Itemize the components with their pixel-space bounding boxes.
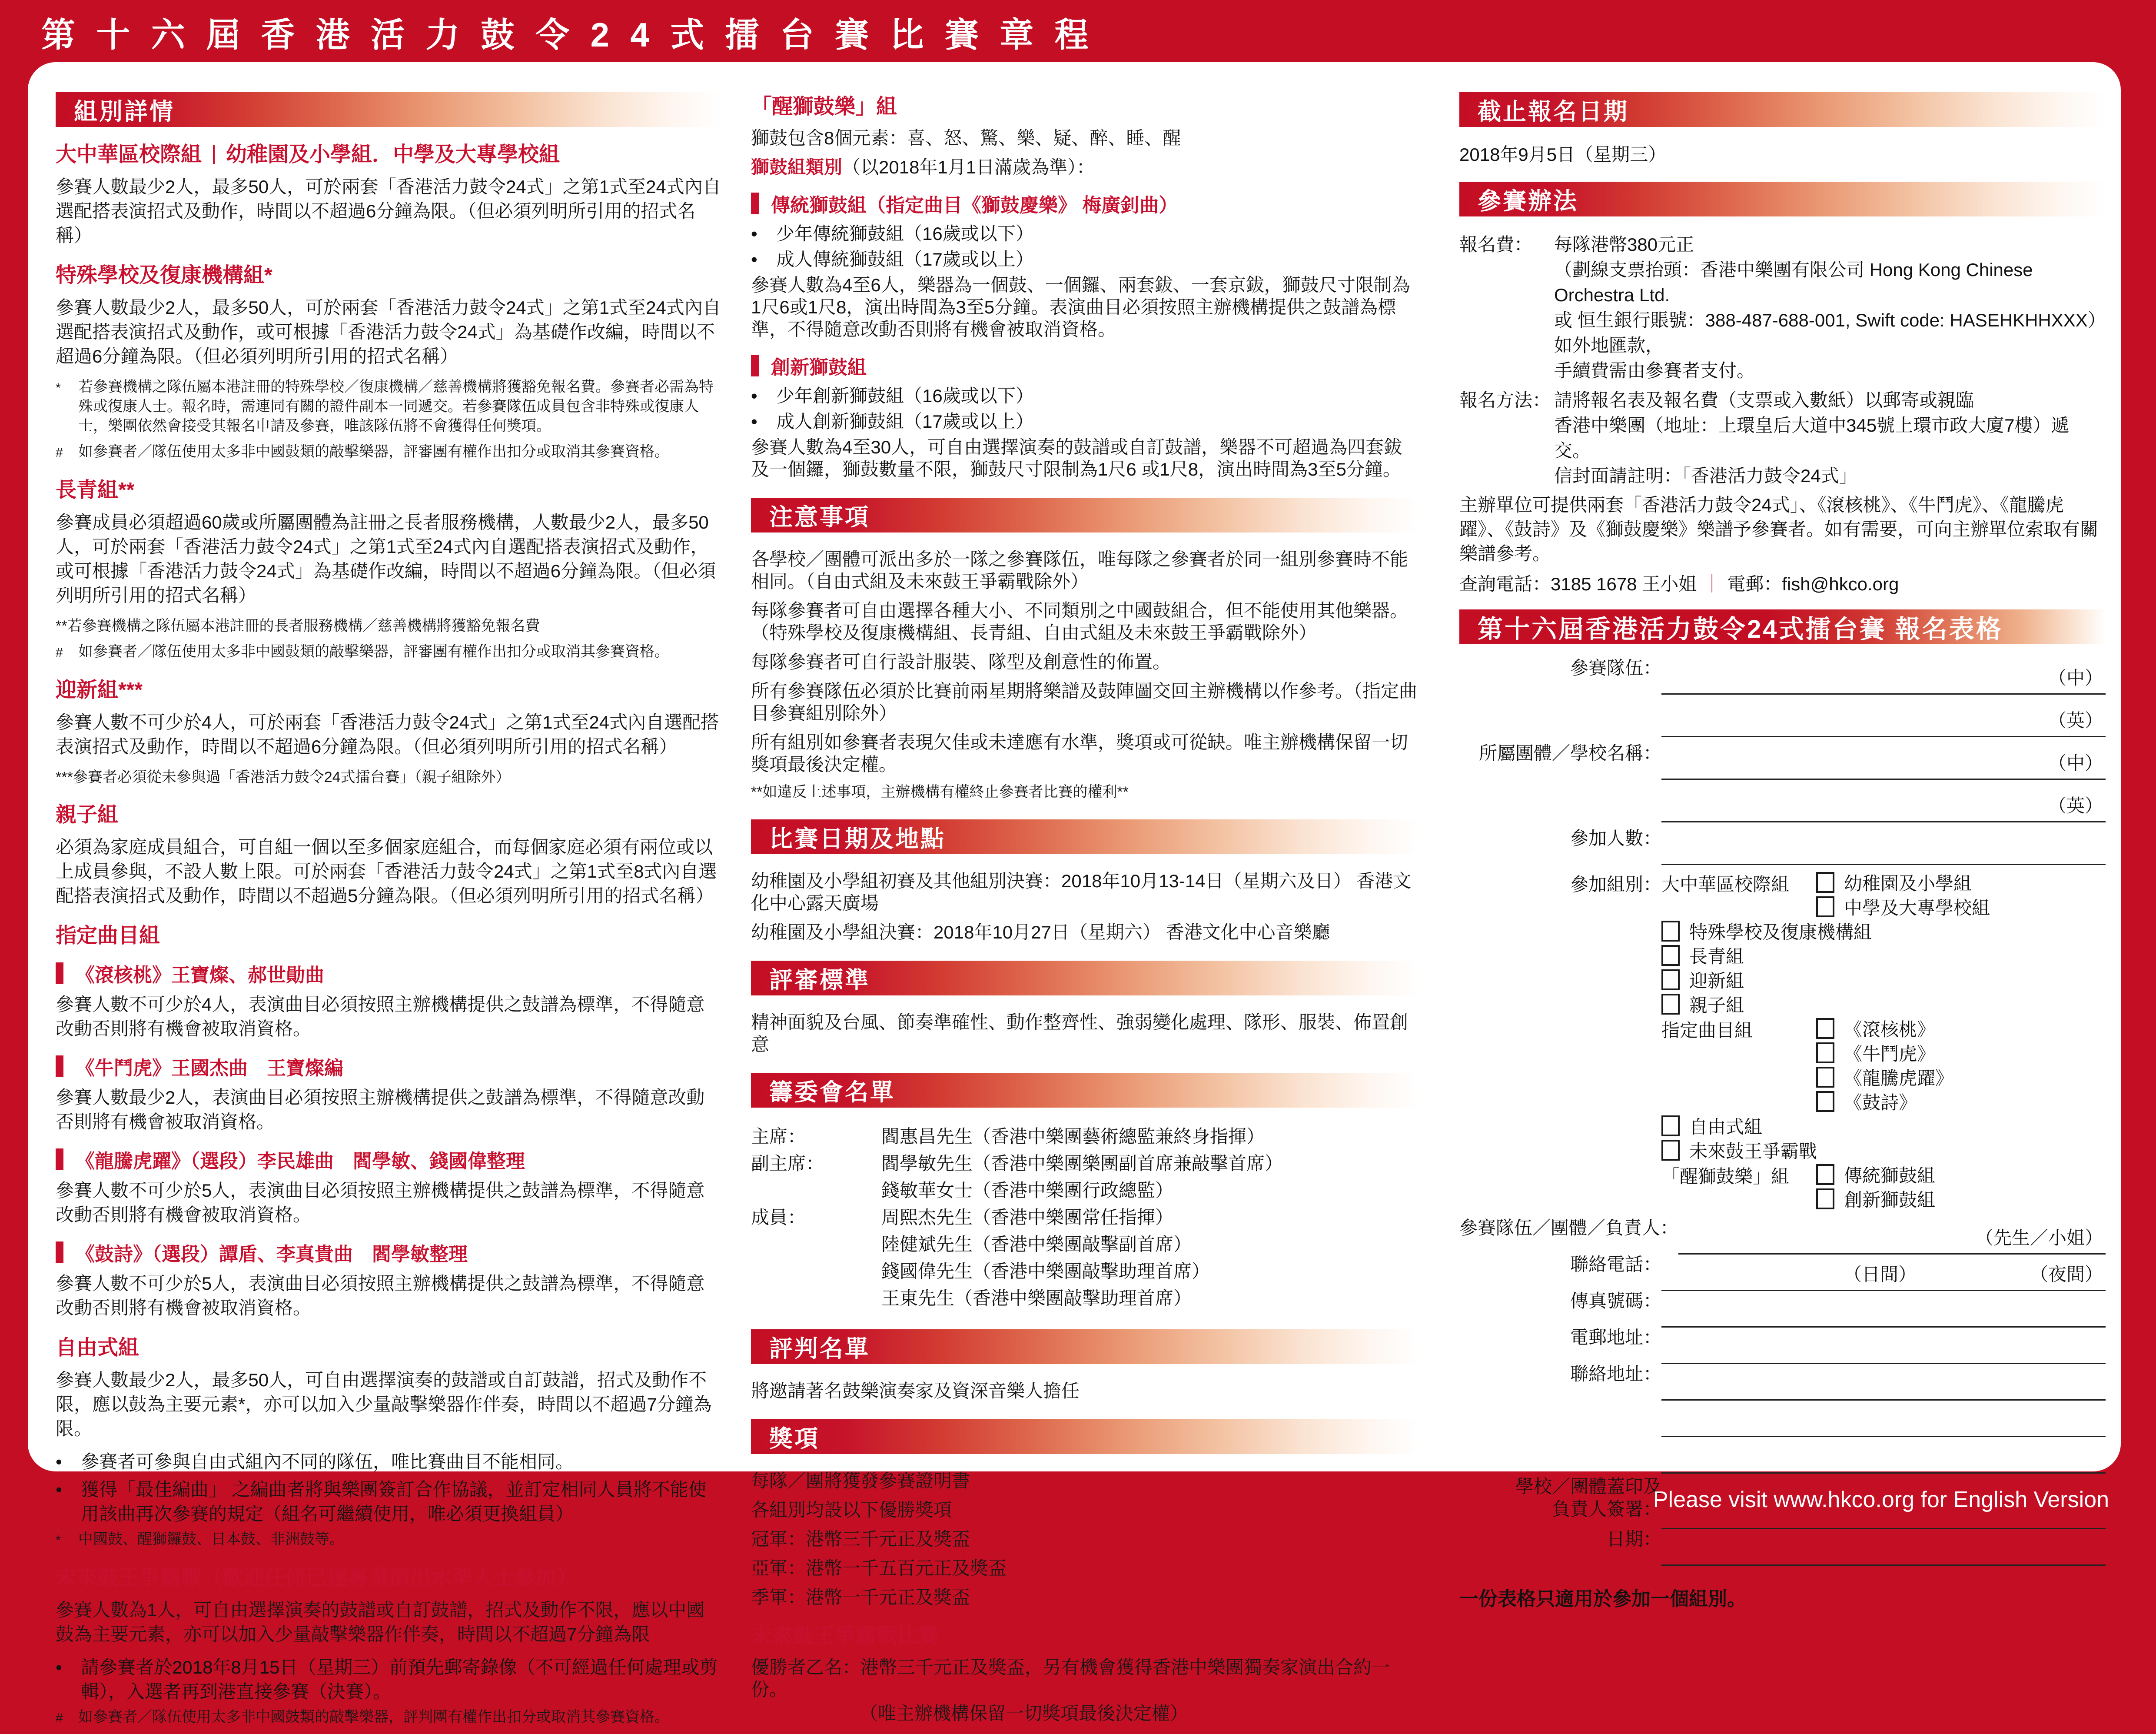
song-heading-2: 《牛鬥虎》王國杰曲 王寶燦編 [56,1052,721,1080]
song-heading-4: 《鼓詩》（選段）譚盾、李真貴曲 閻學敏整理 [56,1238,721,1266]
checkbox-icon[interactable] [1661,921,1680,942]
award-winner-line: 優勝者乙名：港幣三千元正及獎盃，另有機會獲得香港中樂團獨奏家演出合約一份。 [751,1657,1390,1700]
signature-label: 學校／團體蓋印及 負責人簽署： [1515,1476,1661,1519]
form-row-person-in-charge [1459,1212,2106,1255]
group-set-pieces-label: 指定曲目組 [1661,1020,1753,1041]
fee-label: 報名費： [1459,234,1533,255]
apply-block: 報名方法： 請將報名表及報名費（支票或入數紙）以郵寄或親臨 香港中樂團（地址：上環皇后大道中345號上環市政大廈7樓）遞交。 信封面請註明：「香港活力鼓令24式」 [1459,388,2106,489]
footnote: * 若參賽機構之隊伍屬本港註冊的特殊學校／復康機構／慈善機構將獲豁免報名費。參賽者必需為特殊或復康人士。報名時，需連同有關的證件副本一同遞交。若參賽隊伍成員包含非特殊或復康人士，樂團依然會接受其報名申請及參賽，唯該隊伍將不會獲得任何獎項。 [56,377,721,436]
phone-label: 聯絡電話： [1570,1254,1661,1275]
team-label: 參賽隊伍： [1570,658,1661,678]
red-bar-icon [56,962,63,984]
person-in-charge-label: 參賽隊伍／團體／負責人： [1459,1218,1679,1238]
cb-row [1459,1017,2106,1042]
bullet-item: • 成人創新獅鼓組（17歲或以上） [751,411,1034,432]
banner-committee: 籌委會名單 [751,1073,1419,1108]
checkbox-icon[interactable] [1661,969,1680,990]
song-heading-3: 《龍騰虎躍》（選段）李民雄曲 閻學敏、錢國偉整理 [56,1145,721,1173]
score-provision: 主辦單位可提供兩套「香港活力鼓令24式」、《滾核桃》、《牛鬥虎》、《龍騰虎躍》、《鼓詩》及《獅鼓慶樂》樂譜予參賽者。如有需要，可向主辦單位索取有關樂譜參考。 [1459,495,2099,564]
form-row-phone [1459,1255,2106,1291]
phone-field[interactable] [1661,1255,2106,1291]
footnote: * 中國鼓、醒獅鑼鼓、日本鼓、非洲鼓等。 [56,1530,721,1550]
checkbox-icon[interactable] [1661,1115,1680,1136]
committee-row: 成員： 周熙杰先生（香港中樂團常任指揮） [751,1207,1174,1228]
heading-trad-lion-drum: 傳統獅鼓組（指定曲目《獅鼓慶樂》 梅廣釗曲） [751,190,1419,217]
form-row-address-1 [1459,1364,2106,1401]
banner-date-venue: 比賽日期及地點 [751,819,1419,854]
count-label: 參加人數： [1570,828,1661,849]
heading-future-drum-king: 未來鼓王爭霸戰（歡迎任何已達專業演出水準人士參加） [56,1566,578,1589]
email-label: 電郵地址： [1570,1327,1661,1348]
form-row-count [1459,822,2106,865]
heading-evergreen: 長青組** [56,479,135,502]
footnote: # 如參賽者／隊伍使用太多非中國鼓類的敲擊樂器，評審團有權作出扣分或取消其參賽資格。 [56,642,721,662]
paragraph: 參賽人數最少2人，表演曲目必須按照主辦機構提供之鼓譜為標準，不得隨意改動否則將有機會被取消資格。 [56,1087,705,1132]
checkbox-song-niudouhu[interactable]: 《牛鬥虎》 [1816,1040,1935,1066]
banner-group-details [56,92,721,127]
committee-row: 陸健斌先生（香港中樂團敲擊副首席） [881,1234,1192,1255]
red-bar-icon [751,355,759,376]
participant-count-field[interactable] [1661,822,2106,865]
paragraph: 參賽人數為4至30人，可自由選擇演奏的鼓譜或自訂鼓譜，樂器不可超過為四套鈸及一個鑼，獅鼓數量不限，獅鼓尺寸限制為1尺6 或1尺8，演出時間為3至5分鐘。 [751,437,1402,479]
team-name-zh-field[interactable] [1661,652,2106,695]
heading-family: 親子組 [56,803,119,826]
checkbox-icon[interactable] [1816,1091,1834,1112]
heading-special-schools: 特殊學校及復康機構組* [56,264,272,287]
column-registration [1459,92,2106,1611]
footnote: ***參賽者必須從未參與過「香港活力鼓令24式擂台賽」（親子組除外） [56,769,511,785]
footnote-marker: * [56,1533,61,1548]
criteria-line: 精神面貌及台風、節奏準確性、動作整齊性、強弱變化處理、隊形、服裝、佈置創意 [751,1012,1409,1055]
bullet-icon: • [56,1451,62,1472]
checkbox-newcomer[interactable]: 迎新組 [1661,967,1744,993]
checkbox-secondary-tertiary[interactable]: 中學及大專學校組 [1816,894,1990,920]
page-title: 第十六屆香港活力鼓令24式擂台賽比賽章程 [41,16,1110,54]
footnote: **若參賽機構之隊伍屬本港註冊的長者服務機構／慈善機構將獲豁免報名費 [56,618,540,634]
date-line: 幼稚園及小學組初賽及其他組別決賽：2018年10月13-14日（星期六及日） 香港文化中心露天廣場 [751,871,1412,913]
note-paragraph: 所有組別如參賽者表現欠佳或未達應有水準，獎項或可從缺。唯主辦機構保留一切獎項最後決定權。 [751,732,1409,775]
form-row-fax [1459,1291,2106,1328]
checkbox-icon[interactable] [1816,896,1834,917]
paragraph: 參賽人數不可少於5人，表演曲目必須按照主辦機構提供之鼓譜為標準，不得隨意改動否則將有機會被取消資格。 [56,1180,705,1225]
song-heading-1: 《滾核桃》王寶燦、郝世勛曲 [56,959,721,987]
checkbox-lion-innovative[interactable]: 創新獅鼓組 [1816,1186,1935,1212]
banner-notes: 注意事項 [751,498,1419,533]
cb-row [1459,871,2106,895]
address-field-2[interactable] [1661,1401,2106,1437]
form-row-org-zh [1459,737,2106,780]
category-label: 獅鼓組類別 [751,157,843,177]
paragraph: 參賽人數為4至6人，樂器為一個鼓、一個鑼、兩套鈸、一套京鈸，獅鼓尺寸限制為1尺6或1尺8，演出時間為3至5分鐘。表演曲目必須按照主辦機構提供之鼓譜為標準，不得隨意改動否則將有機會被取消資格。 [751,275,1410,339]
heading-freestyle: 自由式組 [56,1336,140,1359]
bullet-icon: • [751,386,757,406]
checkbox-icon[interactable] [1816,1018,1834,1039]
heading-set-pieces: 指定曲目組 [56,924,160,947]
checkbox-icon[interactable] [1816,1067,1834,1088]
red-bar-icon [56,1055,63,1077]
checkbox-evergreen[interactable]: 長青組 [1661,942,1744,969]
checkbox-family[interactable]: 親子組 [1661,991,1744,1017]
form-row-address-2 [1459,1401,2106,1437]
committee-row: 副主席： 閻學敏先生（香港中樂團樂團副首席兼敲擊首席） [751,1153,1283,1174]
cb-row [1459,895,2106,920]
bullet-icon: • [751,249,757,270]
org-name-en-field[interactable] [1661,780,2106,822]
footnote-marker: # [56,446,63,460]
cb-row [1459,1042,2106,1066]
enquiry-line: 查詢電話：3185 1678 王小姐 ｜ 電郵：fish@hkco.org [1459,574,1899,594]
award-winner-note: （唯主辦機構保留一切獎項最後決定權） [860,1703,1189,1724]
footnote: **如違反上述事項，主辦機構有權終止參賽者比賽的權利** [751,784,1129,800]
checkbox-lion-traditional[interactable]: 傳統獅鼓組 [1816,1162,1935,1188]
bullet-item: • 少年傳統獅鼓組（16歲或以下） [751,223,1034,244]
footnote-marker: * [56,381,61,395]
heading-lion-drum: 「醒獅鼓樂」組 [751,95,897,118]
note-paragraph: 各學校／團體可派出多於一隊之參賽隊伍，唯每隊之參賽者於同一組別參賽時不能相同。（自由式組及未來鼓王爭霸戰除外） [751,549,1409,592]
address-field-1[interactable] [1661,1364,2106,1401]
paragraph: 參賽人數不可少於4人，表演曲目必須按照主辦機構提供之鼓譜為標準，不得隨意改動否則將有機會被取消資格。 [56,994,705,1039]
paragraph: 參賽人數不可少於4人，可於兩套「香港活力鼓令24式」之第1式至24式內自選配搭表演招式及動作，時間以不超過6分鐘為限。（但必須列明所引用的招式名稱） [56,712,719,757]
address-field-3[interactable] [1661,1437,2106,1474]
committee-row: 王東先生（香港中樂團敲擊助理首席） [881,1288,1192,1308]
cb-row [1459,1090,2106,1115]
committee-row: 錢國偉先生（香港中樂團敲擊助理首席） [881,1261,1210,1281]
heading-greater-china [56,143,721,167]
en-tag: （英） [2048,795,2103,816]
zh-tag: （中） [2048,753,2103,773]
address-label: 聯絡地址： [1570,1364,1661,1384]
night-tag: （夜間） [2030,1264,2103,1285]
checkbox-freestyle[interactable]: 自由式組 [1661,1113,1762,1139]
paragraph: 參賽成員必須超過60歲或所屬團體為註冊之長者服務機構，人數最少2人，最多50人，可於兩套「香港活力鼓令24式」之第1式至24式內自選配搭表演招式及動作，或可根據「香港活力鼓令24式」為基礎作改編，時間以不超過6分鐘為限。（但必須列明所引用的招式名稱） [56,512,716,606]
heading-sub: 幼稚園及小學組．中學及大專學校組 [226,143,560,166]
form-row-org-en [1459,780,2106,822]
date-label: 日期： [1606,1529,1661,1549]
category-selection [1459,871,2106,1212]
checkbox-icon[interactable] [1816,1164,1834,1185]
checkbox-special-schools[interactable]: 特殊學校及復康機構組 [1661,918,1872,944]
en-tag: （英） [2048,710,2103,731]
form-row-team-en [1459,695,2106,737]
checkbox-song-gunhetao[interactable]: 《滾核桃》 [1816,1015,1935,1042]
bullet-item: • 請參賽者於2018年8月15日（星期三）前預先郵寄錄像（不可經過任何處理或剪輯），入選者再到港直接參賽（決賽）。 [56,1655,721,1704]
paragraph: 獅鼓包含8個元素：喜、怒、驚、樂、疑、醉、睡、醒 [751,128,1181,148]
red-bar-icon [751,193,759,214]
award-line: 每隊／團將獲發參賽證明書 [751,1471,970,1491]
group-lion-drum-label: 「醒獅鼓樂」組 [1661,1166,1790,1187]
red-bar-icon [56,1241,63,1263]
cb-row [1459,1163,2106,1188]
cb-row [1459,1066,2106,1090]
cb-row [1459,944,2106,969]
paragraph: 參賽人數為1人，可自由選擇演奏的鼓譜或自訂鼓譜，招式及動作不限，應以中國鼓為主要元素，亦可以加入少量敲擊樂器作伴奏，時間以不超過7分鐘為限 [56,1600,705,1644]
award-line: 各組別均設以下優勝獎項 [751,1500,952,1520]
award-line: 冠軍：港幣三千元正及獎盃 [751,1529,970,1549]
form-row-email [1459,1328,2106,1364]
bullet-icon: • [56,1479,62,1500]
award-line: 季軍：港幣一千元正及獎盃 [751,1587,970,1608]
zh-tag: （中） [2048,668,2103,688]
checkbox-song-longtenghuyue[interactable]: 《龍騰虎躍》 [1816,1064,1953,1090]
bullet-item: • 獲得「最佳編曲」 之編曲者將與樂團簽訂合作協議，並訂定相同人員將不能使用該曲再次參賽的規定（組名可繼續使用，唯必須更換組員） [56,1478,721,1526]
checkbox-future-drum-king[interactable]: 未來鼓王爭霸戰 [1661,1137,1817,1163]
date-field[interactable] [1661,1529,2106,1566]
bullet-item: • 成人傳統獅鼓組（17歲或以上） [751,249,1034,270]
paragraph: 必須為家庭成員組合，可自組一個以至多個家庭組合，而每個家庭必須有兩位或以上成員參與，不設人數上限。可於兩套「香港活力鼓令24式」之第1式至8式內自選配搭表演招式及動作，時間以不超過5分鐘為限。（但必須列明所引用的招式名稱） [56,837,717,906]
bullet-item: • 參賽者可參與自由式組內不同的隊伍，唯比賽曲目不能相同。 [56,1450,721,1474]
heading-main: 大中華區校際組 [56,143,202,166]
bullet-icon: • [751,223,757,244]
bullet-icon: • [751,411,757,432]
form-note: 一份表格只適用於參加一個組別。 [1459,1588,1746,1610]
cb-row [1459,1115,2106,1139]
award-line: 亞軍：港幣一千五百元正及獎盃 [751,1558,1007,1578]
fax-label: 傳真號碼： [1570,1291,1661,1311]
cb-row [1459,993,2106,1017]
deadline-date: 2018年9月5日（星期三） [1459,144,1667,165]
heading-newcomer: 迎新組*** [56,679,143,702]
footnote-marker: # [56,646,63,660]
date-line: 幼稚園及小學組決賽：2018年10月27日（星期六） 香港文化中心音樂廳 [751,922,1330,942]
checkbox-song-gushi[interactable]: 《鼓詩》 [1816,1088,1917,1115]
team-name-en-field[interactable] [1661,695,2106,737]
person-in-charge-field[interactable] [1678,1212,2106,1255]
heading-future-king-contest: 未來鼓王爭霸戰比賽 [751,1624,939,1647]
day-tag: （日間） [1844,1264,1917,1285]
cb-row [1459,969,2106,993]
banner-deadline: 截止報名日期 [1459,92,2106,127]
form-row-address-3 [1459,1437,2106,1474]
note-paragraph: 所有參賽隊伍必須於比賽前兩星期將樂譜及鼓陣圖交回主辦機構以作參考。（指定曲目參賽組別除外） [751,681,1418,723]
paragraph: 參賽人數最少2人，最多50人，可於兩套「香港活力鼓令24式」之第1式至24式內自選配搭表演招式及動作，時間以不超過6分鐘為限。（但必須列明所引用的招式名稱） [56,176,721,246]
cb-row [1459,1188,2106,1212]
fee-block: 報名費： 每隊港幣380元正 （劃線支票抬頭：香港中樂團有限公司 Hong Kong Chinese Orchestra Ltd. 或 恒生銀行賬號：388-487-688-001, Swift code: HASEHKHHXXX）如外地匯款， 手續費需由參賽者支付。 [1459,232,2106,383]
checkbox-icon[interactable] [1661,994,1680,1015]
footnote: # 如參賽者／隊伍使用太多非中國鼓類的敲擊樂器，評審團有權作出扣分或取消其參賽資格。 [56,442,721,463]
bullet-item: • 少年創新獅鼓組（16歲或以下） [751,386,1034,406]
category-label: 參加組別： [1570,874,1661,895]
email-field[interactable] [1661,1328,2106,1364]
banner-awards: 獎項 [751,1419,1419,1454]
judges-line: 將邀請著名鼓樂演奏家及資深音樂人擔任 [751,1381,1080,1401]
cb-row [1459,920,2106,944]
apply-label: 報名方法： [1459,390,1551,410]
bullet-icon: • [56,1657,62,1677]
footer-english-version-note: Please visit www.hkco.org for English Version [1653,1487,2109,1512]
red-separator: ｜ [1703,574,1721,594]
salutation-tag: （先生／小姐） [1975,1228,2103,1248]
banner-entry-form: 第十六屆香港活力鼓令24式擂台賽 報名表格 [1459,609,2106,644]
paragraph-category: 獅鼓組類別（以2018年1月1日滿歲為準）： [751,157,1095,177]
note-paragraph: 每隊參賽者可自由選擇各種大小、不同類別之中國鼓組合，但不能使用其他樂器。（特殊學校及復康機構組、長青組、自由式組及未來鼓王爭霸戰除外） [751,600,1409,643]
checkbox-icon[interactable] [1816,1042,1834,1063]
footnote: # 如參賽者／隊伍使用太多非中國鼓類的敲擊樂器，評判團有權作出扣分或取消其參賽資格。 [56,1707,721,1728]
org-label: 所屬團體／學校名稱： [1478,743,1661,763]
banner-judges: 評判名單 [751,1329,1419,1364]
paragraph: 參賽人數最少2人，最多50人，可自由選擇演奏的鼓譜或自訂鼓譜，招式及動作不限，應以鼓為主要元素*，亦可以加入少量敲擊樂器作伴奏，時間以不超過7分鐘為限。 [56,1370,712,1439]
form-row-team-zh [1459,652,2106,695]
note-paragraph: 每隊參賽者可自行設計服裝、隊型及創意性的佈置。 [751,652,1171,672]
banner-how-to-enter: 參賽辦法 [1459,182,2106,216]
checkbox-icon[interactable] [1816,1188,1834,1209]
committee-row: 主席： 閻惠昌先生（香港中樂團藝術總監兼終身指揮） [751,1126,1265,1147]
checkbox-icon[interactable] [1661,945,1680,966]
divider-bar [213,145,215,164]
committee-row: 錢敏華女士（香港中樂團行政總監） [881,1180,1174,1201]
banner-criteria: 評審標準 [751,961,1419,995]
checkbox-icon[interactable] [1661,1140,1680,1161]
paragraph: 參賽人數不可少於5人，表演曲目必須按照主辦機構提供之鼓譜為標準，不得隨意改動否則將有機會被取消資格。 [56,1273,705,1318]
group-greater-china-label: 大中華區校際組 [1661,874,1790,895]
org-name-zh-field[interactable] [1661,737,2106,780]
banner-label: 組別詳情 [74,98,175,125]
cb-row [1459,1139,2106,1163]
heading-new-lion-drum: 創新獅鼓組 [751,352,1419,379]
footnote-marker: # [56,1711,63,1725]
checkbox-icon[interactable] [1816,872,1834,893]
paragraph: 參賽人數最少2人，最多50人，可於兩套「香港活力鼓令24式」之第1式至24式內自選配搭表演招式及動作，或可根據「香港活力鼓令24式」為基礎作改編，時間以不超過6分鐘為限。（但必須列明所引用的招式名稱） [56,297,721,366]
fax-field[interactable] [1661,1291,2106,1328]
checkbox-kindergarten-primary[interactable]: 幼稚園及小學組 [1816,869,1972,895]
red-bar-icon [56,1148,63,1170]
form-row-date [1459,1529,2106,1566]
